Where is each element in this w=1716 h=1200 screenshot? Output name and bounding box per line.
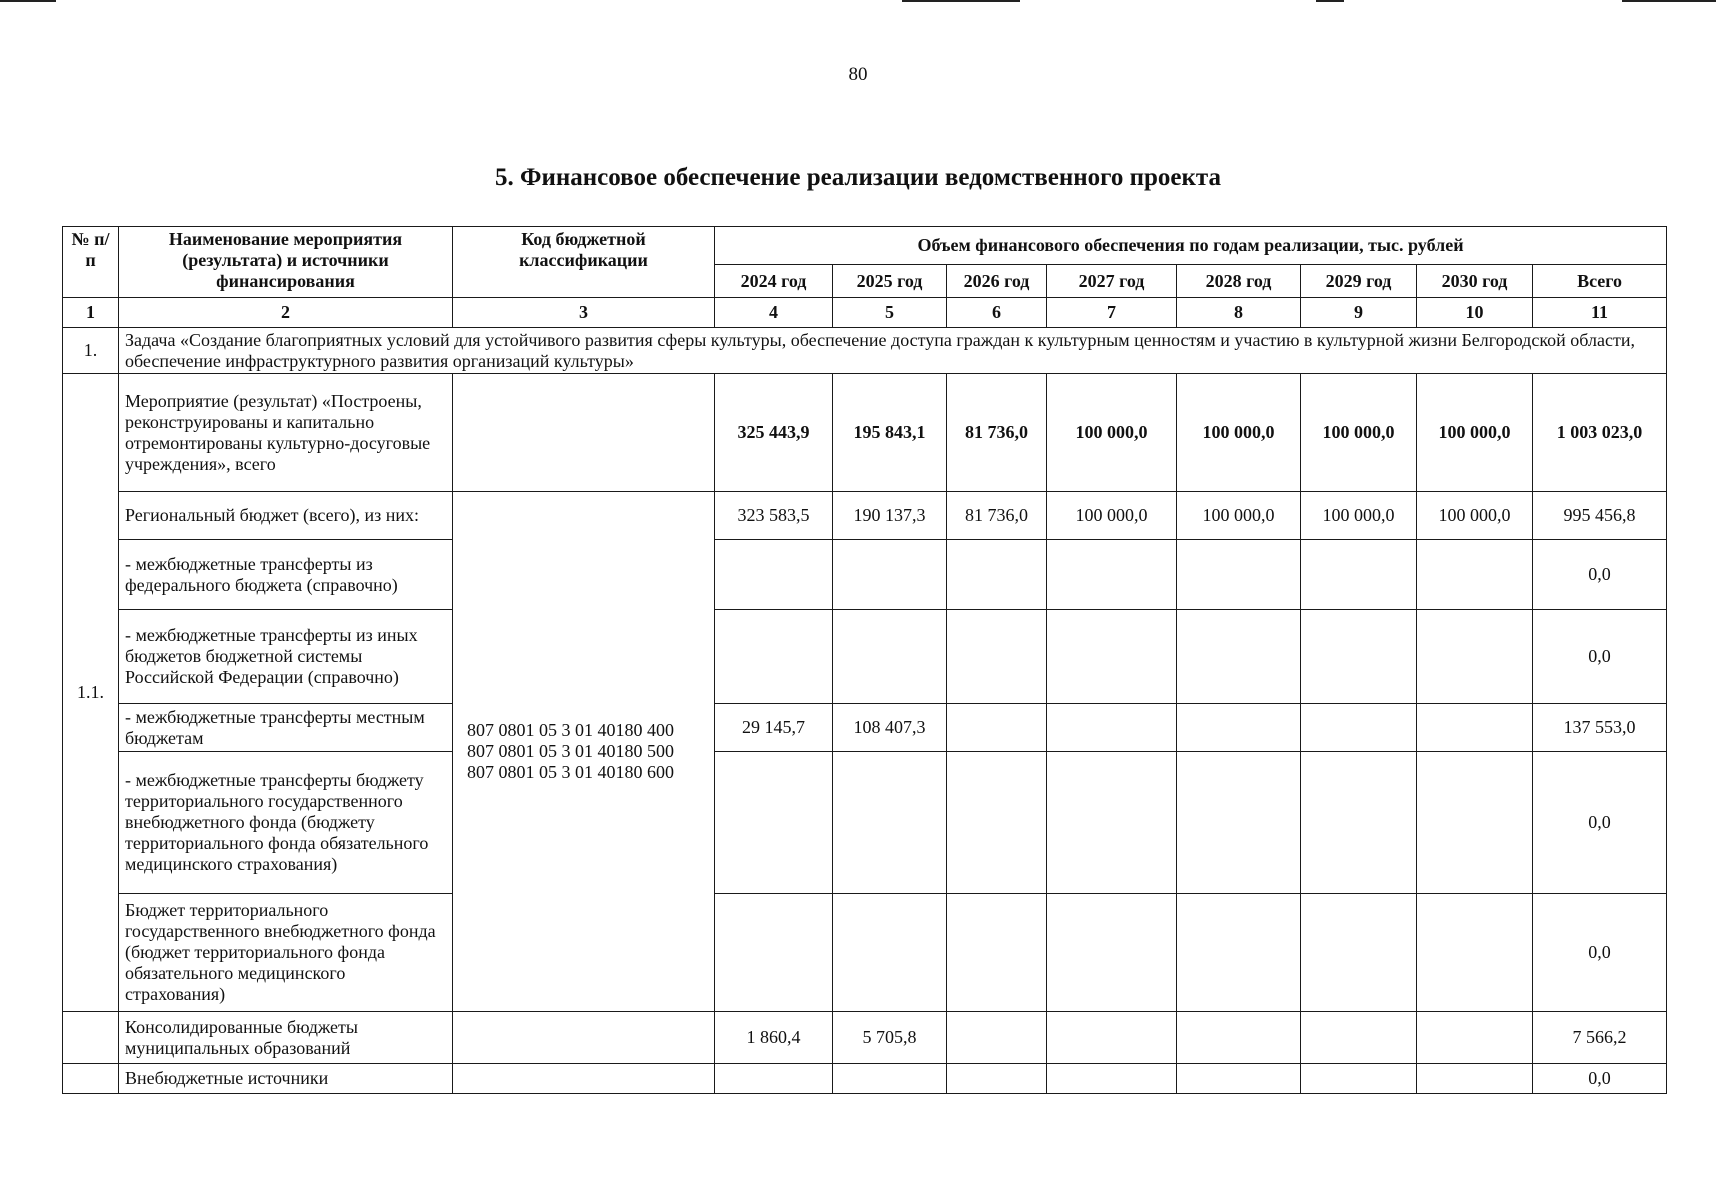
value-cell <box>715 894 833 1012</box>
column-number: 5 <box>833 298 947 328</box>
value-cell <box>1417 1064 1533 1094</box>
value-cell: 100 000,0 <box>1417 492 1533 540</box>
value-cell <box>1177 540 1301 610</box>
row-name: - межбюджетные трансферты из федерального бюджета (справочно) <box>119 540 453 610</box>
value-cell <box>1301 752 1417 894</box>
total-cell: 0,0 <box>1533 540 1667 610</box>
value-cell <box>1417 894 1533 1012</box>
value-cell: 100 000,0 <box>1417 374 1533 492</box>
code-cell <box>453 374 715 492</box>
total-cell: 0,0 <box>1533 1064 1667 1094</box>
table-row <box>63 1064 1667 1094</box>
value-cell <box>1047 752 1177 894</box>
header-code: Код бюджетной классификации <box>453 227 715 298</box>
value-cell <box>833 540 947 610</box>
value-cell <box>1301 540 1417 610</box>
row-name: - межбюджетные трансферты местным бюджетам <box>119 704 453 752</box>
value-cell <box>1177 1064 1301 1094</box>
task-num: 1. <box>63 328 119 374</box>
total-cell: 0,0 <box>1533 752 1667 894</box>
page-number: 80 <box>848 64 868 85</box>
value-cell <box>833 752 947 894</box>
value-cell <box>1047 1064 1177 1094</box>
value-cell <box>1301 704 1417 752</box>
table-row <box>63 1012 1667 1064</box>
value-cell <box>1177 704 1301 752</box>
value-cell: 1 860,4 <box>715 1012 833 1064</box>
value-cell <box>947 894 1047 1012</box>
value-cell <box>1417 1012 1533 1064</box>
row-name: Региональный бюджет (всего), из них: <box>119 492 453 540</box>
scan-edge-line <box>1622 0 1716 2</box>
value-cell <box>947 704 1047 752</box>
value-cell <box>1417 540 1533 610</box>
column-number: 2 <box>119 298 453 328</box>
header-volume: Объем финансового обеспечения по годам реализации, тыс. рублей <box>715 227 1667 265</box>
column-number: 3 <box>453 298 715 328</box>
row-name: - межбюджетные трансферты из иных бюджетов бюджетной системы Российской Федерации (справочно) <box>119 610 453 704</box>
total-cell: 995 456,8 <box>1533 492 1667 540</box>
value-cell <box>1417 752 1533 894</box>
column-number-row <box>63 298 1667 328</box>
value-cell <box>947 540 1047 610</box>
header-total: Всего <box>1533 265 1667 298</box>
budget-classification-codes: 807 0801 05 3 01 40180 400 807 0801 05 3 01 40180 500 807 0801 05 3 01 40180 600 <box>453 492 715 1012</box>
page-title: 5. Финансовое обеспечение реализации ведомственного проекта <box>494 164 1221 191</box>
value-cell <box>833 610 947 704</box>
value-cell <box>715 752 833 894</box>
total-cell: 0,0 <box>1533 894 1667 1012</box>
value-cell: 100 000,0 <box>1177 374 1301 492</box>
value-cell: 325 443,9 <box>715 374 833 492</box>
header-year: 2025 год <box>833 265 947 298</box>
column-number: 1 <box>63 298 119 328</box>
value-cell <box>1047 894 1177 1012</box>
task-row <box>63 328 1667 374</box>
header-year: 2030 год <box>1417 265 1533 298</box>
total-cell: 1 003 023,0 <box>1533 374 1667 492</box>
value-cell <box>1301 1064 1417 1094</box>
header-year: 2026 год <box>947 265 1047 298</box>
column-number: 4 <box>715 298 833 328</box>
value-cell <box>947 610 1047 704</box>
value-cell <box>833 1064 947 1094</box>
value-cell: 100 000,0 <box>1301 492 1417 540</box>
value-cell <box>1177 752 1301 894</box>
value-cell: 100 000,0 <box>1047 492 1177 540</box>
header-year: 2024 год <box>715 265 833 298</box>
value-cell <box>1047 610 1177 704</box>
row-name: Бюджет территориального государственного внебюджетного фонда (бюджет территориального фонда обязательного медицинского страхования) <box>119 894 453 1012</box>
header-name: Наименование мероприятия (результата) и источники финансирования <box>119 227 453 298</box>
row-name: - межбюджетные трансферты бюджету территориального государственного внебюджетного фонда (бюджету территориального фонда обязательного медицинского страхования) <box>119 752 453 894</box>
financing-table <box>62 226 1667 1094</box>
row-name: Внебюджетные источники <box>119 1064 453 1094</box>
code-cell <box>453 1064 715 1094</box>
value-cell <box>1047 704 1177 752</box>
value-cell <box>1417 610 1533 704</box>
value-cell: 100 000,0 <box>1047 374 1177 492</box>
column-number: 9 <box>1301 298 1417 328</box>
value-cell: 5 705,8 <box>833 1012 947 1064</box>
value-cell <box>947 752 1047 894</box>
table-row <box>63 492 1667 540</box>
value-cell: 323 583,5 <box>715 492 833 540</box>
column-number: 11 <box>1533 298 1667 328</box>
num-cell <box>63 1012 119 1064</box>
header-year: 2029 год <box>1301 265 1417 298</box>
scan-edge-line <box>902 0 1020 2</box>
value-cell <box>715 1064 833 1094</box>
value-cell <box>715 610 833 704</box>
value-cell <box>833 894 947 1012</box>
value-cell <box>1301 894 1417 1012</box>
table-row <box>63 610 1667 704</box>
table-row <box>63 752 1667 894</box>
value-cell <box>1047 540 1177 610</box>
table-row <box>63 540 1667 610</box>
value-cell <box>947 1064 1047 1094</box>
value-cell <box>715 540 833 610</box>
column-number: 10 <box>1417 298 1533 328</box>
value-cell <box>1301 610 1417 704</box>
value-cell: 195 843,1 <box>833 374 947 492</box>
value-cell <box>1177 894 1301 1012</box>
scan-edge-line <box>1316 0 1344 2</box>
column-number: 6 <box>947 298 1047 328</box>
num-cell <box>63 1064 119 1094</box>
value-cell: 100 000,0 <box>1301 374 1417 492</box>
row-name: Консолидированные бюджеты муниципальных образований <box>119 1012 453 1064</box>
scan-edge-line <box>0 0 56 2</box>
total-cell: 137 553,0 <box>1533 704 1667 752</box>
header-year: 2027 год <box>1047 265 1177 298</box>
row-name: Мероприятие (результат) «Построены, реконструированы и капитально отремонтированы культурно-досуговые учреждения», всего <box>119 374 453 492</box>
value-cell: 81 736,0 <box>947 492 1047 540</box>
table-row <box>63 704 1667 752</box>
value-cell <box>1417 704 1533 752</box>
value-cell <box>947 1012 1047 1064</box>
value-cell <box>1177 610 1301 704</box>
value-cell <box>1177 1012 1301 1064</box>
value-cell <box>1301 1012 1417 1064</box>
activity-num: 1.1. <box>63 374 119 1012</box>
code-cell <box>453 1012 715 1064</box>
table-row <box>63 894 1667 1012</box>
total-cell: 0,0 <box>1533 610 1667 704</box>
column-number: 8 <box>1177 298 1301 328</box>
value-cell: 100 000,0 <box>1177 492 1301 540</box>
value-cell <box>1047 1012 1177 1064</box>
value-cell: 81 736,0 <box>947 374 1047 492</box>
column-number: 7 <box>1047 298 1177 328</box>
header-num: № п/п <box>63 227 119 298</box>
value-cell: 29 145,7 <box>715 704 833 752</box>
value-cell: 190 137,3 <box>833 492 947 540</box>
header-year: 2028 год <box>1177 265 1301 298</box>
total-cell: 7 566,2 <box>1533 1012 1667 1064</box>
task-text: Задача «Создание благоприятных условий для устойчивого развития сферы культуры, обеспечение доступа граждан к культурным ценностям и участию в культурной жизни Белгородской области, обеспечение инфраструктурного развития организаций культуры» <box>119 328 1667 374</box>
value-cell: 108 407,3 <box>833 704 947 752</box>
table-row <box>63 374 1667 492</box>
